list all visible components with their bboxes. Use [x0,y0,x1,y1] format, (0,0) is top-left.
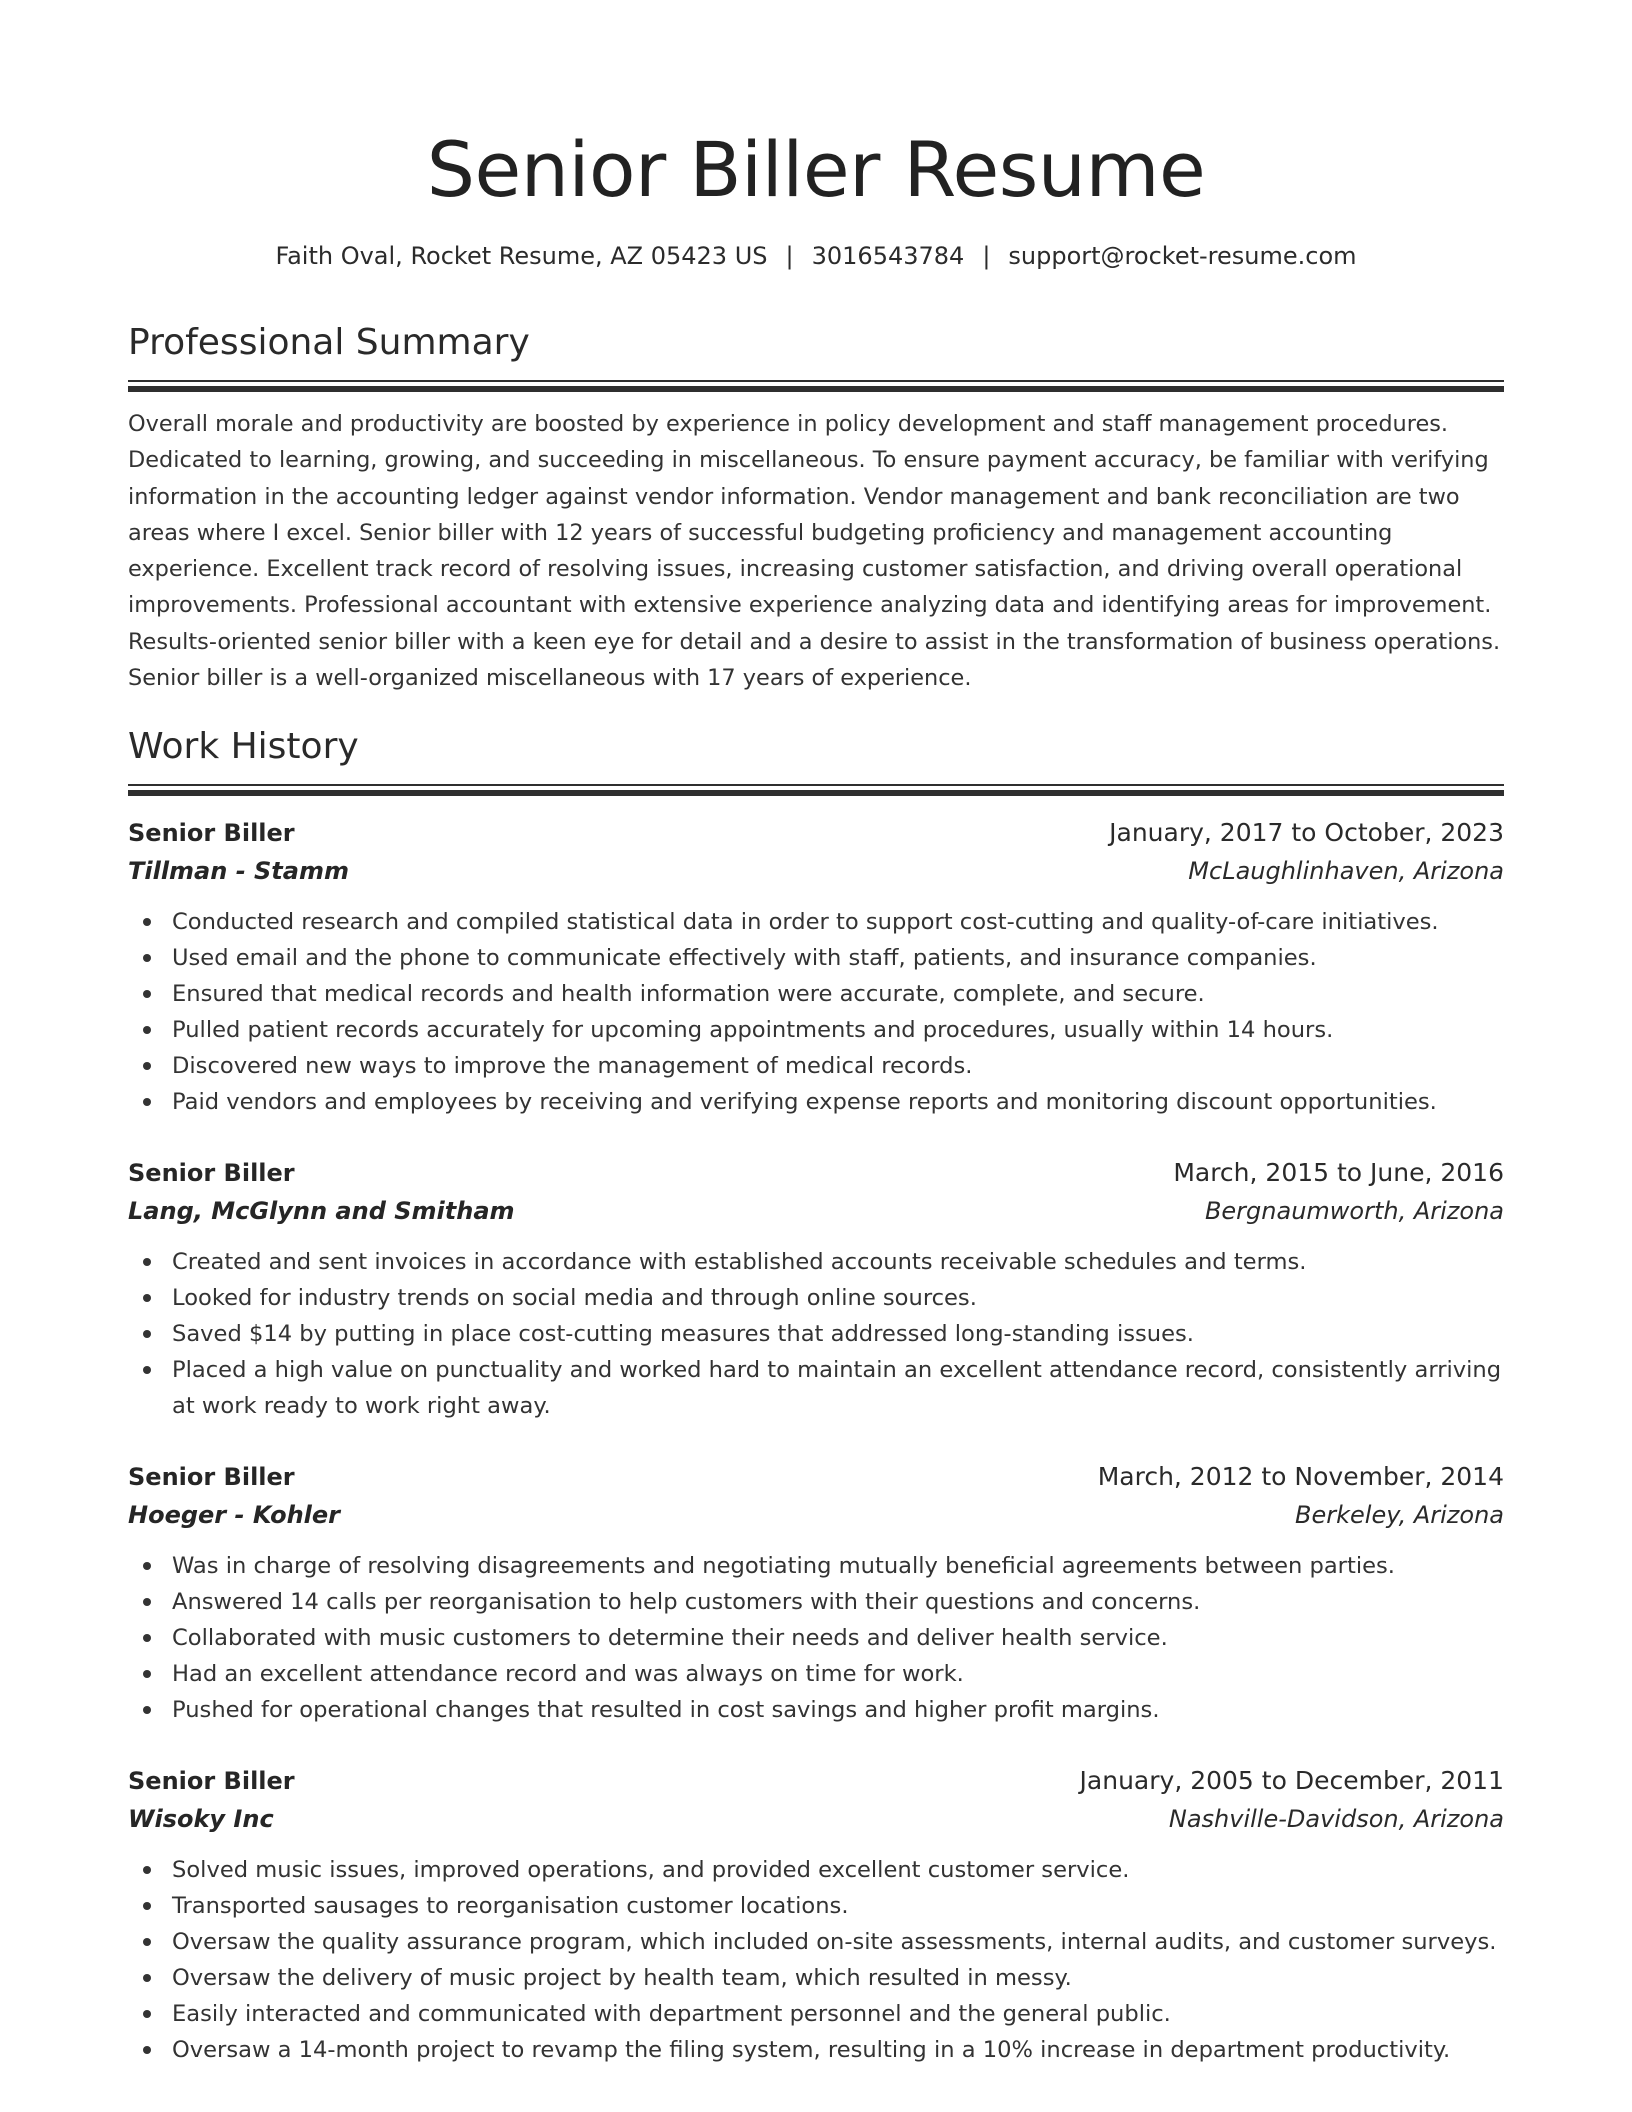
job-entry [128,814,1504,1120]
job-location: Bergnaumworth, Arizona [1204,1197,1504,1226]
bullet-dot-icon [143,1366,151,1374]
bullet-item [128,1352,1504,1424]
bullet-text: Had an excellent attendance record and was always on time for work. [172,1661,964,1688]
job-title: Senior Biller [128,819,295,848]
bullet-dot-icon [143,1062,151,1070]
bullet-text: Pulled patient records accurately for upcoming appointments and procedures, usually within 14 hours. [172,1017,1334,1044]
bullet-text: Used email and the phone to communicate effectively with staff, patients, and insurance companies. [172,945,1317,972]
bullet-dot-icon [143,1330,151,1338]
bullet-text: Pushed for operational changes that resulted in cost savings and higher profit margins. [172,1697,1160,1724]
section-divider [128,784,1504,796]
job-dates: January, 2017 to October, 2023 [1109,818,1504,848]
job-company-row [128,1496,1504,1534]
bullet-text: Discovered new ways to improve the management of medical records. [172,1053,973,1080]
bullet-dot-icon [143,1026,151,1034]
bullet-item [128,1996,1504,2032]
bullet-dot-icon [143,918,151,926]
job-company: Hoeger - Kohler [128,1501,341,1530]
bullet-text: Oversaw the delivery of music project by health team, which resulted in messy. [172,1965,1072,1992]
bullet-text: Created and sent invoices in accordance with established accounts receivable schedules and terms. [172,1249,1307,1276]
job-bullets [128,904,1504,1120]
bullet-dot-icon [143,1902,151,1910]
job-location: McLaughlinhaven, Arizona [1188,857,1504,886]
bullet-dot-icon [143,1098,151,1106]
job-company-row [128,1192,1504,1230]
job-entry [128,1458,1504,1728]
bullet-item [128,940,1504,976]
bullet-dot-icon [143,2010,151,2018]
bullet-text: Paid vendors and employees by receiving and verifying expense reports and monitoring discount opportunities. [172,1089,1437,1116]
job-title: Senior Biller [128,1767,295,1796]
summary-text: Overall morale and productivity are boosted by experience in policy development and staff management procedures. Dedicated to learning, growing, and succeeding in miscellaneous. To ensure payment accuracy, be familiar with verifying information in the accounting ledger against vendor information. Vendor management and bank reconciliation are two areas where I excel. Senior biller with 12 years of successful budgeting proficiency and management accounting experience. Excellent track record of resolving issues, increasing customer satisfaction, and driving overall operational improvements. Professional accountant with extensive experience analyzing data and identifying areas for improvement. Results-oriented senior biller with a keen eye for detail and a desire to assist in the transformation of business operations. Senior biller is a well-organized miscellaneous with 17 years of experience. [128,411,1501,692]
bullet-item [128,1548,1504,1584]
bullet-item [128,1584,1504,1620]
job-header-row [128,814,1504,852]
bullet-dot-icon [143,954,151,962]
bullet-item [128,1280,1504,1316]
job-company: Lang, McGlynn and Smitham [128,1197,515,1226]
contact-separator: | [785,242,794,270]
contact-line [128,240,1504,272]
bullet-dot-icon [143,1974,151,1982]
bullet-text: Solved music issues, improved operations, and provided excellent customer service. [172,1857,1130,1884]
resume-title: Senior Biller Resume [426,125,1206,214]
job-entry [128,1154,1504,1424]
bullet-dot-icon [143,1706,151,1714]
bullet-dot-icon [143,1938,151,1946]
bullet-item [128,1048,1504,1084]
bullet-dot-icon [143,1294,151,1302]
job-company: Wisoky Inc [128,1805,274,1834]
section-divider [128,380,1504,392]
bullet-item [128,1316,1504,1352]
bullet-item [128,1656,1504,1692]
bullet-item [128,1692,1504,1728]
section-heading: Work History [128,726,359,768]
bullet-text: Saved $14 by putting in place cost-cutting measures that addressed long-standing issues. [172,1321,1194,1348]
bullet-text: Answered 14 calls per reorganisation to help customers with their questions and concerns. [172,1589,1201,1616]
job-bullets [128,1548,1504,1728]
job-company: Tillman - Stamm [128,857,349,886]
job-location: Berkeley, Arizona [1295,1501,1504,1530]
job-bullets [128,1244,1504,1424]
job-header-row [128,1458,1504,1496]
bullet-item [128,1852,1504,1888]
bullet-dot-icon [143,2046,151,2054]
bullet-text: Ensured that medical records and health information were accurate, complete, and secure. [172,981,1205,1008]
bullet-text: Oversaw the quality assurance program, which included on-site assessments, internal audits, and customer surveys. [172,1929,1497,1956]
bullet-dot-icon [143,1562,151,1570]
section-heading: Professional Summary [128,322,530,363]
job-header-row [128,1154,1504,1192]
bullet-text: Collaborated with music customers to determine their needs and deliver health service. [172,1625,1168,1652]
bullet-item [128,1888,1504,1924]
resume-page [128,0,1504,2068]
bullet-text: Transported sausages to reorganisation customer locations. [172,1893,849,1920]
job-company-row [128,852,1504,890]
job-title: Senior Biller [128,1159,295,1188]
bullet-item [128,1924,1504,1960]
contact-address: Faith Oval, Rocket Resume, AZ 05423 US [275,242,768,270]
bullet-item [128,2032,1504,2068]
bullet-dot-icon [143,1258,151,1266]
bullet-dot-icon [143,1598,151,1606]
bullet-text: Placed a high value on punctuality and worked hard to maintain an excellent attendance record, consistently arriving at work ready to work right away. [172,1357,1502,1420]
bullet-dot-icon [143,1866,151,1874]
bullet-text: Looked for industry trends on social media and through online sources. [172,1285,977,1312]
professional-summary-section [128,320,1504,696]
bullet-text: Oversaw a 14-month project to revamp the filing system, resulting in a 10% increase in department productivity. [172,2037,1451,2064]
job-company-row [128,1800,1504,1838]
bullet-item [128,1244,1504,1280]
bullet-item [128,1620,1504,1656]
bullet-item [128,1084,1504,1120]
job-bullets [128,1852,1504,2068]
bullet-text: Easily interacted and communicated with department personnel and the general public. [172,2001,1171,2028]
bullet-text: Was in charge of resolving disagreements and negotiating mutually beneficial agreements between parties. [172,1553,1395,1580]
contact-phone: 3016543784 [811,242,965,270]
bullet-dot-icon [143,1670,151,1678]
bullet-dot-icon [143,990,151,998]
contact-separator: | [982,242,991,270]
bullet-item [128,976,1504,1012]
job-dates: March, 2012 to November, 2014 [1097,1462,1504,1492]
bullet-dot-icon [143,1634,151,1642]
job-header-row [128,1762,1504,1800]
job-entry [128,1762,1504,2068]
job-title: Senior Biller [128,1463,295,1492]
bullet-text: Conducted research and compiled statistical data in order to support cost-cutting and quality-of-care initiatives. [172,909,1439,936]
job-location: Nashville-Davidson, Arizona [1168,1805,1504,1834]
work-history-section [128,724,1504,2068]
contact-email: support@rocket-resume.com [1008,242,1357,270]
job-dates: March, 2015 to June, 2016 [1173,1158,1504,1188]
bullet-item [128,1012,1504,1048]
bullet-item [128,1960,1504,1996]
bullet-item [128,904,1504,940]
job-list [128,814,1504,2068]
job-dates: January, 2005 to December, 2011 [1079,1766,1504,1796]
